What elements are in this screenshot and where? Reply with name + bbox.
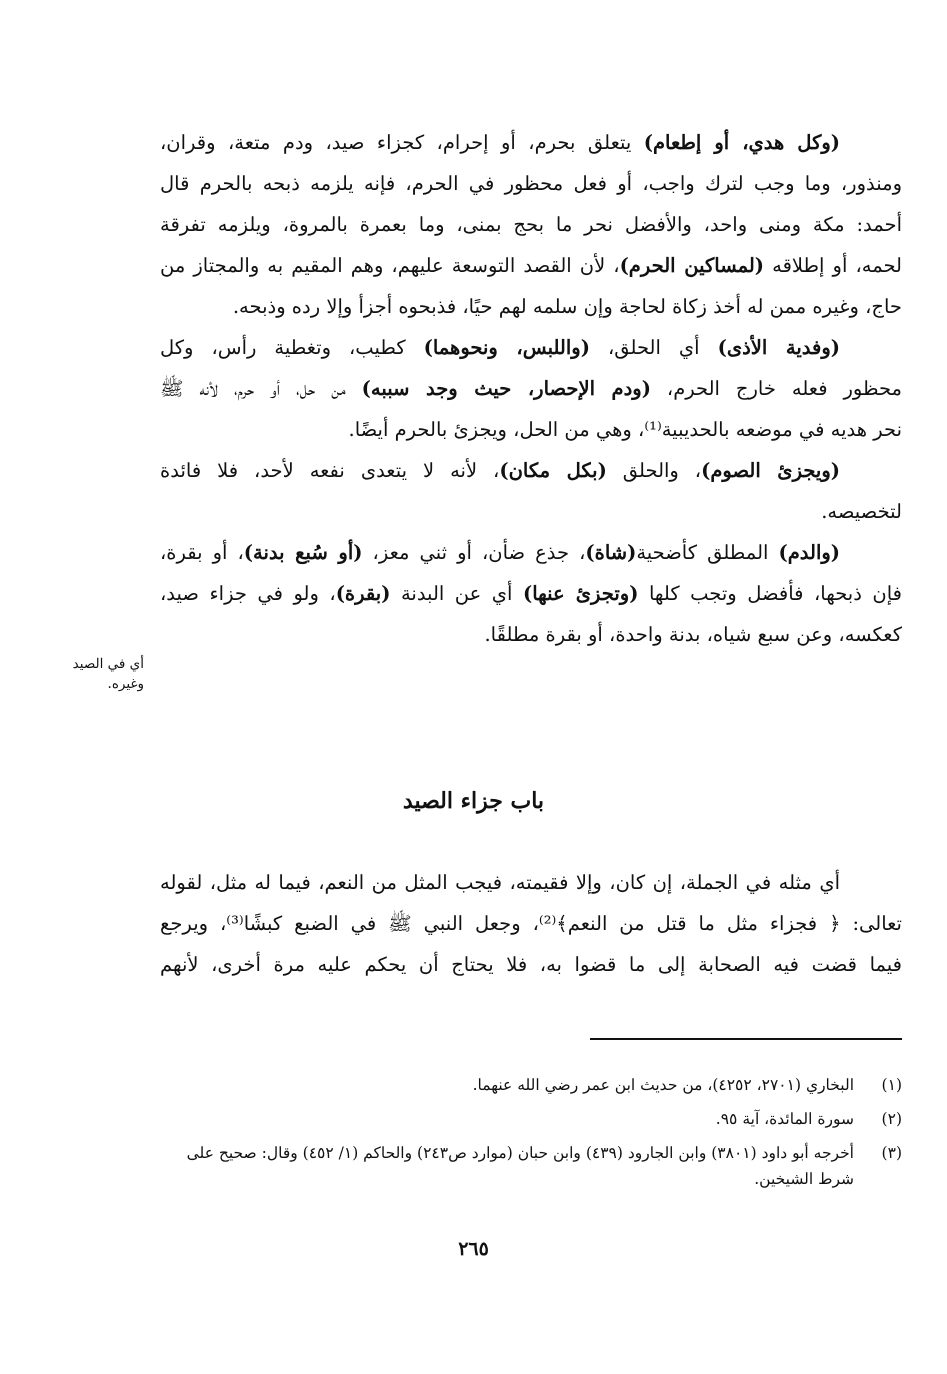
text-line xyxy=(160,327,902,368)
main-text xyxy=(160,122,902,655)
bold-segment: (وفدية الأذى) xyxy=(717,336,840,359)
bold-segment: (وكل هدي، أو إطعام) xyxy=(643,131,841,154)
text-line xyxy=(160,204,902,245)
footnote-number: (٣) xyxy=(881,1144,902,1162)
text-line xyxy=(160,450,902,491)
text-line xyxy=(160,532,902,573)
text-segment: ، جذع ضأن، أو ثني معز، xyxy=(362,541,586,564)
text-line xyxy=(160,491,902,532)
text-segment: ، والحلق xyxy=(606,459,702,482)
page-number: ٢٦٥ xyxy=(458,1238,489,1260)
text-line xyxy=(160,163,902,204)
text-segment: يتعلق بحرم، أو إحرام، كجزاء صيد، ودم متعة، وقران، xyxy=(160,131,644,154)
text-segment: حاج، وغيره ممن له أخذ زكاة لحاجة وإن سلمه لهم حيًا، فذبحوه أجزأ وإلا رده وذبحه. xyxy=(232,295,902,318)
footnote xyxy=(160,1140,902,1192)
text-line: تعالى: ﴿ فجزاء مثل ما قتل من النعم﴾⁽²⁾، وجعل النبي ﷺ في الضبع كبشًا⁽³⁾، ويرجع xyxy=(160,912,902,935)
text-segment: أي الحلق، xyxy=(589,336,718,359)
text-segment: ، ولو في جزاء صيد، xyxy=(160,582,336,605)
section-heading: باب جزاء الصيد xyxy=(402,788,545,814)
text-segment: ، لأن القصد التوسعة عليهم، وهم المقيم به والمجتاز من xyxy=(160,254,620,277)
text-segment: لحمه، أو إطلاقه xyxy=(764,254,902,277)
text-segment: ، لأنه لا يتعدى نفعه لأحد، فلا فائدة xyxy=(160,459,500,482)
bold-segment: (لمساكين الحرم) xyxy=(619,254,765,277)
text-segment: نحر هديه في موضعه بالحديبية⁽¹⁾، وهي من الحل، ويجزئ بالحرم أيضًا. xyxy=(348,418,902,441)
footnote xyxy=(160,1072,902,1098)
bold-segment: (ويجزئ الصوم) xyxy=(701,459,840,482)
text-segment: محظور فعله خارج الحرم، xyxy=(650,377,902,400)
text-line xyxy=(160,409,902,450)
text-segment: المطلق كأضحية xyxy=(636,541,779,564)
bold-segment: (بقرة) xyxy=(335,582,391,605)
footnote xyxy=(160,1106,902,1132)
bold-segment: (والدم) xyxy=(778,541,841,564)
bold-segment: (وتجزئ عنها) xyxy=(522,582,639,605)
bold-segment: (واللبس، ونحوهما) xyxy=(423,336,590,359)
text-segment: فإن ذبحها، فأفضل وتجب كلها xyxy=(638,582,902,605)
text-line xyxy=(160,368,902,409)
footnote-text: البخاري (٢٧٠١، ٤٢٥٢)، من حديث ابن عمر رضي الله عنهما. xyxy=(472,1076,854,1094)
margin-note: أي في الصيد وغيره. xyxy=(72,656,144,692)
text-segment: كعكسه، وعن سبع شياه، بدنة واحدة، أو بقرة مطلقًا. xyxy=(484,623,902,646)
text-segment: كطيب، وتغطية رأس، وكل xyxy=(160,336,424,359)
footnote-text: سورة المائدة، آية ٩٥. xyxy=(715,1110,854,1128)
section-body xyxy=(160,862,902,985)
text-segment: لتخصيصه. xyxy=(821,500,902,523)
text-line xyxy=(160,614,902,655)
bold-segment: (ودم الإحصار، حيث وجد سببه) xyxy=(361,377,651,400)
text-segment: ومنذور، وما وجب لترك واجب، أو فعل محظور في الحرم، فإنه يلزمه ذبحه بالحرم قال xyxy=(160,172,902,195)
text-line xyxy=(160,245,902,286)
bold-segment: (بكل مكان) xyxy=(499,459,607,482)
text-line xyxy=(160,573,902,614)
text-segment: أحمد: مكة ومنى واحد، والأفضل نحر ما بحج بمنى، وما بعمرة بالمروة، ويلزمه تفرقة xyxy=(160,213,902,236)
text-segment: من حل، أو حرم، لأنه ﷺ xyxy=(160,377,362,400)
footnote-number: (١) xyxy=(881,1076,902,1094)
text-line: أي مثله في الجملة، إن كان، وإلا فقيمته، فيجب المثل من النعم، فيما له مثل، لقوله xyxy=(160,871,840,894)
footnotes xyxy=(160,1072,902,1200)
footnote-text: أخرجه أبو داود (٣٨٠١) وابن الجارود (٤٣٩) وابن حبان (موارد ص٢٤٣) والحاكم (١/ ٤٥٢) وقال: صحيح على شرط الشيخين. xyxy=(186,1144,854,1188)
text-line: فيما قضت فيه الصحابة إلى ما قضوا به، فلا يحتاج أن يحكم عليه مرة أخرى، لأنهم xyxy=(160,953,902,976)
text-segment: أي عن البدنة xyxy=(390,582,523,605)
text-line xyxy=(160,286,902,327)
footnote-divider xyxy=(590,1038,902,1040)
bold-segment: (شاة) xyxy=(585,541,637,564)
bold-segment: (أو سُبع بدنة) xyxy=(243,541,363,564)
text-segment: ، أو بقرة، xyxy=(160,541,244,564)
text-line xyxy=(160,122,902,163)
footnote-number: (٢) xyxy=(881,1110,902,1128)
